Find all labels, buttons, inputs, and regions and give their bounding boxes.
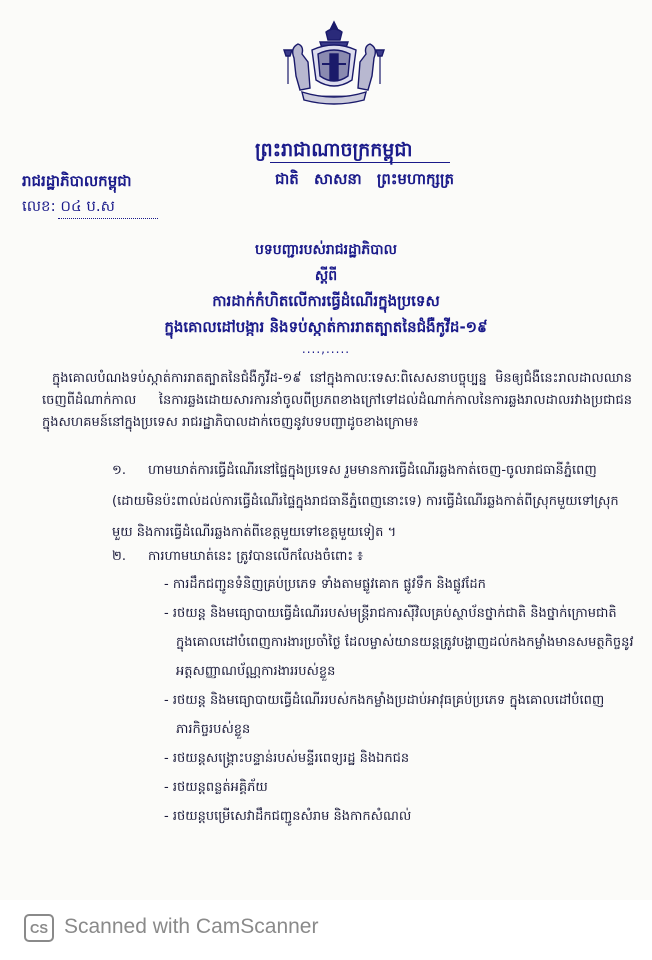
document-number: លេខ: ០៤ ប.ស xyxy=(22,197,115,215)
exemption-list xyxy=(164,570,634,831)
exemption-item: - រថយន្តពន្លត់អគ្គិភ័យ xyxy=(164,780,268,795)
exemption-item: - រថយន្តបម្រើសេវាដឹកជញ្ជូនសំរាម និងកាកសំណល់ xyxy=(164,809,412,824)
subject-label: ស្តីពី xyxy=(314,268,338,284)
order-item-text: ហាមឃាត់ការធ្វើដំណើរនៅផ្ទៃក្នុងប្រទេស រួមមានការធ្វើដំណើរឆ្លងកាត់ចេញ-ចូលរាជធានីភ្នំពេញ (ដោយមិនប៉ះពាល់ដល់ការធ្វើដំណើរផ្ទៃក្នុងរាជធានីភ្នំពេញនោះទេ) ការធ្វើដំណើរឆ្លងកាត់ពីស្រុកមួយទៅស្រុកមួយ និងការធ្វើដំណើរឆ្លងកាត់ពីខេត្តមួយទៅខេត្តមួយទៀត ។ xyxy=(112,463,619,540)
order-item-number: ២. xyxy=(112,549,126,564)
royal-coat-of-arms-emblem xyxy=(282,18,386,110)
title-underline xyxy=(270,162,450,163)
svg-text:CS: CS xyxy=(29,921,49,936)
separator-dots: ....,..... xyxy=(301,342,351,356)
subject-subtitle: ក្នុងគោលដៅបង្ការ និងទប់ស្កាត់ការរាតត្បាតនៃជំងឺកូវីដ-១៩ xyxy=(164,318,488,336)
order-item-text: ការហាមឃាត់នេះ ត្រូវបានលើកលែងចំពោះ ៖ xyxy=(148,549,363,564)
exemption-item: - រថយន្ត និងមធ្យោបាយធ្វើដំណើររបស់កងកម្លាំងប្រដាប់អាវុធគ្រប់ប្រភេទ ក្នុងគោលដៅបំពេញភារកិច្ចរបស់ខ្លួន xyxy=(164,693,605,737)
camscanner-logo-icon xyxy=(24,914,54,942)
subject-title: ការដាក់កំហិតលើការធ្វើដំណើរក្នុងប្រទេស xyxy=(212,292,440,310)
order-item-number: ១. xyxy=(112,463,126,478)
exemption-item: - រថយន្ត និងមធ្យោបាយធ្វើដំណើររបស់មន្ត្រីរាជការស៊ីវិលគ្រប់ស្ថាប័នថ្នាក់ជាតិ និងថ្នាក់ក្រោមជាតិ ក្នុងគោលដៅបំពេញការងារប្រចាំថ្ងៃ ដែលម្ចាស់យានយន្តត្រូវបង្ហាញដល់កងកម្លាំងមានសមត្ថកិច្ចនូវអត្តសញ្ញាណប័ណ្ណការងាររបស់ខ្លួន xyxy=(164,606,634,679)
document-type-heading: បទបញ្ជារបស់រាជរដ្ឋាភិបាល xyxy=(255,242,397,258)
issuing-authority: រាជរដ្ឋាភិបាលកម្ពុជា xyxy=(22,172,132,190)
kingdom-title: ព្រះរាជាណាចក្រកម្ពុជា xyxy=(255,139,413,161)
national-motto: ជាតិ សាសនា ព្រះមហាក្សត្រ xyxy=(275,170,454,188)
scanner-watermark-bar xyxy=(0,900,652,960)
order-item xyxy=(112,455,632,548)
exemption-item: - ការដឹកជញ្ជូនទំនិញគ្រប់ប្រភេទ ទាំងតាមផ្លូវគោក ផ្លូវទឹក និងផ្លូវដែក xyxy=(164,577,486,592)
order-item xyxy=(112,541,632,572)
exemption-item: - រថយន្តសង្គ្រោះបន្ទាន់របស់មន្ទីរពេទ្យរដ្ឋ និងឯកជន xyxy=(164,751,410,766)
intro-paragraph: ក្នុងគោលបំណងទប់ស្កាត់ការរាតត្បាតនៃជំងឺកូវីដ-១៩ នៅក្នុងកាលៈទេសៈពិសេសនាបច្ចុប្បន្ន មិនឲ្យជំងឺនេះរាលដាលឈានចេញពីដំណាក់កាល នៃការឆ្លងដោយសារការនាំចូលពីប្រភពខាងក្រៅទៅដល់ដំណាក់កាលនៃការឆ្លងរាលដាលរវាងប្រជាជនក្នុងសហគមន៍នៅក្នុងប្រទេស រាជរដ្ឋាភិបាលដាក់ចេញនូវបទបញ្ជាដូចខាងក្រោម៖ xyxy=(42,371,632,430)
document-number-dotted-line xyxy=(58,218,158,219)
scanner-watermark-text: Scanned with CamScanner xyxy=(64,915,319,938)
